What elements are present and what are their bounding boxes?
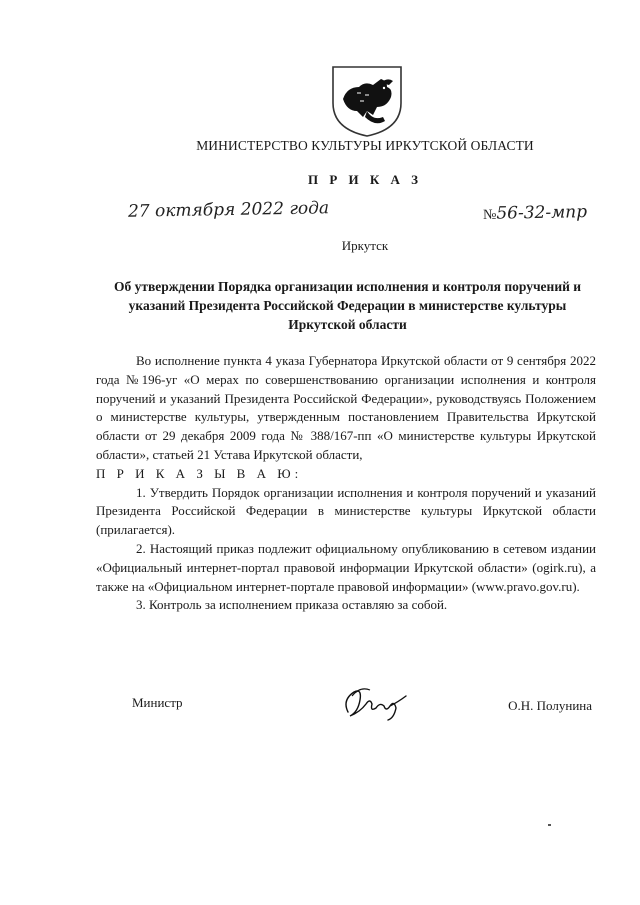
- ministry-name: МИНИСТЕРСТВО КУЛЬТУРЫ ИРКУТСКОЙ ОБЛАСТИ: [196, 138, 534, 153]
- city-name: Иркутск: [341, 238, 389, 253]
- scan-artifact: [548, 824, 551, 826]
- handwritten-signature: [340, 682, 410, 722]
- order-item: 1. Утвердить Порядок организации исполнения и контроля поручений и указаний Президента Российской Федерации в министерстве культуры Иркутской области (прилагается).: [96, 484, 596, 538]
- preamble-paragraph: Во исполнение пункта 4 указа Губернатора Иркутской области от 9 сентября 2022 года №196-уг «О мерах по совершенствованию организации исполнения и контроля поручений и указаний Президента Российской Федерации», руководствуясь Положением о министерстве культуры, утвержденным постановлением Правительства Иркутской области от 29 декабря 2009 года № 388/167-пп «О министерстве культуры Иркутской области», статьей 21 Устава Иркутской области,: [96, 353, 596, 462]
- document-type-title: П Р И К А З: [307, 172, 423, 187]
- handwritten-number: [483, 202, 587, 224]
- coat-of-arms-emblem: [327, 63, 407, 139]
- number-value: 56-32-мпр: [496, 202, 588, 224]
- order-body: [96, 352, 596, 615]
- signatory-position: Министр: [132, 695, 183, 710]
- order-subject: Об утверждении Порядка организации исполнения и контроля поручений и указаний Президента Российской Федерации в министерстве культуры Иркутской области: [113, 279, 582, 332]
- order-item: 2. Настоящий приказ подлежит официальному опубликованию в сетевом издании «Официальный интернет-портал правовой информации Иркутской области» (ogirk.ru), а также на «Официальном интернет-портале правовой информации» (www.pravo.gov.ru).: [96, 540, 596, 594]
- order-word: П Р И К А З Ы В А Ю:: [96, 465, 303, 481]
- signature-block: [132, 690, 592, 740]
- signatory-name: О.Н. Полунина: [508, 698, 592, 713]
- handwritten-date: 27 октября 2022 года: [127, 198, 330, 222]
- order-item: 3. Контроль за исполнением приказа оставляю за собой.: [136, 597, 448, 613]
- number-prefix: №: [482, 207, 497, 223]
